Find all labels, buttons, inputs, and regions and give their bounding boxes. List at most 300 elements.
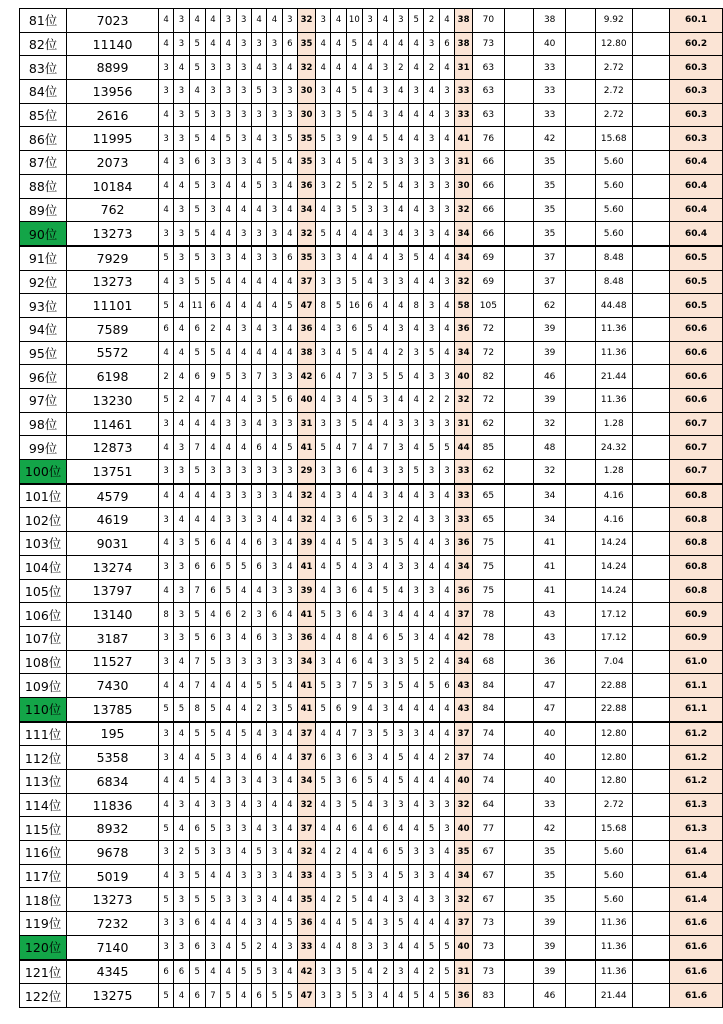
table-row <box>20 817 723 841</box>
out-hole-score: 3 <box>174 198 189 222</box>
table-row <box>20 174 723 198</box>
in-hole-score: 3 <box>424 127 439 151</box>
in-hole-score: 3 <box>378 603 393 627</box>
out-hole-score: 3 <box>267 817 282 841</box>
empty-cell <box>565 222 595 246</box>
player-id-cell: 5572 <box>67 341 159 365</box>
out-hole-score: 3 <box>158 650 173 674</box>
in-hole-score: 4 <box>362 697 377 721</box>
gross-cell: 73 <box>473 32 505 56</box>
in-hole-score: 5 <box>409 246 424 270</box>
out-hole-score: 6 <box>205 532 220 556</box>
empty-cell <box>565 722 595 746</box>
in-hole-score: 5 <box>346 912 362 936</box>
out-hole-score: 5 <box>282 127 297 151</box>
in-hole-score: 4 <box>409 32 424 56</box>
out-hole-score: 3 <box>205 80 220 104</box>
out-hole-score: 3 <box>158 722 173 746</box>
rank-cell: 91位 <box>20 246 67 270</box>
in-hole-score: 4 <box>362 912 377 936</box>
out-hole-score: 5 <box>189 722 205 746</box>
empty-cell <box>504 626 534 650</box>
out-hole-score: 3 <box>174 32 189 56</box>
in-hole-score: 5 <box>409 460 424 484</box>
handicap-cell: 43 <box>534 603 566 627</box>
out-hole-score: 3 <box>205 174 220 198</box>
out-hole-score: 4 <box>158 103 173 127</box>
in-hole-score: 3 <box>409 174 424 198</box>
in-hole-score: 3 <box>378 151 393 175</box>
rank-cell: 115位 <box>20 817 67 841</box>
in-hole-score: 4 <box>316 56 331 80</box>
in-hole-score: 4 <box>439 626 454 650</box>
out-hole-score: 4 <box>282 151 297 175</box>
in-hole-score: 4 <box>362 532 377 556</box>
table-row <box>20 198 723 222</box>
in-hole-score: 4 <box>331 650 346 674</box>
out-hole-score: 4 <box>236 626 251 650</box>
out-hole-score: 5 <box>267 984 282 1008</box>
in-hole-score: 4 <box>378 984 393 1008</box>
gross-cell: 66 <box>473 174 505 198</box>
out-hole-score: 4 <box>221 722 236 746</box>
in-hole-score: 5 <box>346 32 362 56</box>
out-hole-score: 5 <box>205 722 220 746</box>
out-hole-score: 3 <box>267 222 282 246</box>
in-hole-score: 3 <box>378 674 393 698</box>
in-hole-score: 4 <box>362 626 377 650</box>
empty-cell <box>504 603 534 627</box>
net-score-cell: 61.4 <box>670 864 723 888</box>
handicap-cell: 37 <box>534 246 566 270</box>
in-hole-score: 4 <box>393 389 408 413</box>
empty-cell <box>632 365 669 389</box>
out-hole-score: 4 <box>174 174 189 198</box>
in-hole-score: 4 <box>331 436 346 460</box>
in-hole-score: 4 <box>439 650 454 674</box>
out-hole-score: 5 <box>205 888 220 912</box>
in-hole-score: 5 <box>316 674 331 698</box>
net-score-cell: 61.6 <box>670 984 723 1008</box>
out-hole-score: 5 <box>251 174 266 198</box>
out-hole-score: 3 <box>267 317 282 341</box>
stat-cell: 11.36 <box>595 317 632 341</box>
net-score-cell: 61.3 <box>670 817 723 841</box>
in-hole-score: 4 <box>409 198 424 222</box>
table-row <box>20 270 723 294</box>
out-hole-score: 3 <box>205 935 220 959</box>
in-hole-score: 4 <box>409 674 424 698</box>
in-hole-score: 3 <box>331 389 346 413</box>
out-hole-score: 5 <box>267 389 282 413</box>
in-hole-score: 3 <box>393 436 408 460</box>
out-total-cell: 37 <box>297 746 315 770</box>
out-hole-score: 4 <box>251 579 266 603</box>
handicap-cell: 41 <box>534 579 566 603</box>
gross-cell: 75 <box>473 555 505 579</box>
out-hole-score: 3 <box>158 56 173 80</box>
in-hole-score: 4 <box>439 722 454 746</box>
out-hole-score: 4 <box>189 508 205 532</box>
in-hole-score: 5 <box>316 770 331 794</box>
out-hole-score: 4 <box>189 80 205 104</box>
out-hole-score: 4 <box>158 341 173 365</box>
empty-cell <box>504 412 534 436</box>
stat-cell: 17.12 <box>595 626 632 650</box>
out-hole-score: 4 <box>282 532 297 556</box>
out-hole-score: 3 <box>174 912 189 936</box>
empty-cell <box>632 127 669 151</box>
out-total-cell: 47 <box>297 294 315 318</box>
in-hole-score: 4 <box>331 80 346 104</box>
in-hole-score: 4 <box>439 579 454 603</box>
handicap-cell: 47 <box>534 697 566 721</box>
in-hole-score: 3 <box>409 841 424 865</box>
in-hole-score: 4 <box>439 555 454 579</box>
out-hole-score: 4 <box>205 484 220 508</box>
in-hole-score: 5 <box>316 127 331 151</box>
player-id-cell: 10184 <box>67 174 159 198</box>
out-hole-score: 3 <box>267 722 282 746</box>
in-hole-score: 8 <box>409 294 424 318</box>
out-hole-score: 3 <box>221 151 236 175</box>
in-hole-score: 2 <box>393 56 408 80</box>
stat-cell: 1.28 <box>595 412 632 436</box>
out-hole-score: 3 <box>174 9 189 33</box>
handicap-cell: 40 <box>534 32 566 56</box>
in-hole-score: 5 <box>378 722 393 746</box>
empty-cell <box>565 460 595 484</box>
empty-cell <box>632 317 669 341</box>
out-hole-score: 4 <box>174 722 189 746</box>
net-score-cell: 61.0 <box>670 650 723 674</box>
out-total-cell: 41 <box>297 436 315 460</box>
out-hole-score: 5 <box>205 341 220 365</box>
in-hole-score: 5 <box>362 508 377 532</box>
out-hole-score: 2 <box>174 841 189 865</box>
empty-cell <box>504 103 534 127</box>
in-hole-score: 4 <box>362 579 377 603</box>
in-hole-score: 6 <box>346 746 362 770</box>
table-row <box>20 222 723 246</box>
out-hole-score: 5 <box>189 103 205 127</box>
net-score-cell: 60.3 <box>670 127 723 151</box>
out-hole-score: 4 <box>221 32 236 56</box>
in-hole-score: 4 <box>393 174 408 198</box>
empty-cell <box>504 912 534 936</box>
in-hole-score: 9 <box>346 127 362 151</box>
out-hole-score: 3 <box>251 246 266 270</box>
out-hole-score: 4 <box>236 674 251 698</box>
in-total-cell: 31 <box>455 412 473 436</box>
out-hole-score: 3 <box>236 770 251 794</box>
out-hole-score: 4 <box>282 222 297 246</box>
empty-cell <box>565 317 595 341</box>
empty-cell <box>632 80 669 104</box>
in-hole-score: 3 <box>393 270 408 294</box>
net-score-cell: 60.5 <box>670 246 723 270</box>
out-hole-score: 4 <box>158 9 173 33</box>
in-hole-score: 3 <box>331 246 346 270</box>
handicap-cell: 43 <box>534 626 566 650</box>
in-hole-score: 2 <box>424 960 439 984</box>
out-total-cell: 42 <box>297 365 315 389</box>
out-total-cell: 34 <box>297 198 315 222</box>
in-hole-score: 4 <box>439 603 454 627</box>
out-hole-score: 4 <box>251 412 266 436</box>
in-hole-score: 3 <box>424 841 439 865</box>
out-hole-score: 4 <box>221 532 236 556</box>
net-score-cell: 60.4 <box>670 174 723 198</box>
in-total-cell: 34 <box>455 555 473 579</box>
in-hole-score: 3 <box>362 864 377 888</box>
out-hole-score: 4 <box>158 198 173 222</box>
in-total-cell: 34 <box>455 341 473 365</box>
empty-cell <box>632 174 669 198</box>
in-hole-score: 5 <box>362 389 377 413</box>
in-hole-score: 3 <box>424 793 439 817</box>
out-hole-score: 5 <box>189 270 205 294</box>
out-hole-score: 4 <box>282 508 297 532</box>
in-hole-score: 3 <box>393 460 408 484</box>
in-hole-score: 4 <box>393 127 408 151</box>
stat-cell: 8.48 <box>595 246 632 270</box>
out-hole-score: 5 <box>189 460 205 484</box>
in-hole-score: 4 <box>316 793 331 817</box>
in-hole-score: 2 <box>331 888 346 912</box>
handicap-cell: 35 <box>534 151 566 175</box>
in-total-cell: 34 <box>455 650 473 674</box>
out-hole-score: 5 <box>251 80 266 104</box>
out-hole-score: 4 <box>174 770 189 794</box>
out-hole-score: 4 <box>221 174 236 198</box>
out-hole-score: 4 <box>189 746 205 770</box>
out-hole-score: 3 <box>221 746 236 770</box>
rank-cell: 109位 <box>20 674 67 698</box>
out-total-cell: 32 <box>297 9 315 33</box>
handicap-cell: 39 <box>534 960 566 984</box>
out-hole-score: 4 <box>251 198 266 222</box>
in-hole-score: 3 <box>316 9 331 33</box>
in-hole-score: 2 <box>378 960 393 984</box>
out-hole-score: 5 <box>251 960 266 984</box>
out-hole-score: 4 <box>251 817 266 841</box>
out-hole-score: 3 <box>236 56 251 80</box>
stat-cell: 14.24 <box>595 579 632 603</box>
empty-cell <box>632 222 669 246</box>
out-hole-score: 8 <box>189 697 205 721</box>
out-hole-score: 7 <box>251 365 266 389</box>
stat-cell: 24.32 <box>595 436 632 460</box>
in-hole-score: 3 <box>331 793 346 817</box>
in-total-cell: 31 <box>455 56 473 80</box>
in-hole-score: 5 <box>346 341 362 365</box>
out-hole-score: 4 <box>221 389 236 413</box>
in-hole-score: 3 <box>439 198 454 222</box>
table-row <box>20 746 723 770</box>
in-hole-score: 6 <box>378 626 393 650</box>
in-total-cell: 34 <box>455 222 473 246</box>
in-hole-score: 5 <box>439 436 454 460</box>
in-hole-score: 4 <box>439 864 454 888</box>
table-row <box>20 912 723 936</box>
stat-cell: 11.36 <box>595 935 632 959</box>
net-score-cell: 60.5 <box>670 294 723 318</box>
empty-cell <box>632 697 669 721</box>
out-hole-score: 6 <box>251 436 266 460</box>
in-hole-score: 4 <box>409 746 424 770</box>
in-total-cell: 34 <box>455 246 473 270</box>
empty-cell <box>504 174 534 198</box>
stat-cell: 12.80 <box>595 32 632 56</box>
rank-cell: 93位 <box>20 294 67 318</box>
empty-cell <box>504 365 534 389</box>
in-hole-score: 5 <box>393 365 408 389</box>
out-hole-score: 3 <box>221 841 236 865</box>
net-score-cell: 61.2 <box>670 770 723 794</box>
out-hole-score: 5 <box>282 697 297 721</box>
out-hole-score: 3 <box>221 508 236 532</box>
gross-cell: 62 <box>473 460 505 484</box>
out-total-cell: 30 <box>297 103 315 127</box>
out-hole-score: 5 <box>158 984 173 1008</box>
player-id-cell: 4345 <box>67 960 159 984</box>
empty-cell <box>565 389 595 413</box>
out-hole-score: 6 <box>189 984 205 1008</box>
out-hole-score: 3 <box>236 460 251 484</box>
out-hole-score: 3 <box>267 246 282 270</box>
gross-cell: 68 <box>473 650 505 674</box>
stat-cell: 15.68 <box>595 127 632 151</box>
empty-cell <box>632 151 669 175</box>
in-hole-score: 3 <box>378 80 393 104</box>
in-hole-score: 3 <box>378 389 393 413</box>
in-hole-score: 5 <box>409 9 424 33</box>
in-hole-score: 3 <box>439 174 454 198</box>
out-total-cell: 32 <box>297 484 315 508</box>
in-hole-score: 3 <box>362 746 377 770</box>
in-hole-score: 5 <box>409 650 424 674</box>
in-hole-score: 3 <box>393 555 408 579</box>
gross-cell: 67 <box>473 864 505 888</box>
in-hole-score: 4 <box>409 56 424 80</box>
in-hole-score: 3 <box>362 722 377 746</box>
table-row <box>20 960 723 984</box>
player-id-cell: 11461 <box>67 412 159 436</box>
table-row <box>20 697 723 721</box>
out-hole-score: 3 <box>174 888 189 912</box>
in-total-cell: 42 <box>455 626 473 650</box>
stat-cell: 1.28 <box>595 460 632 484</box>
in-hole-score: 3 <box>331 198 346 222</box>
out-hole-score: 4 <box>221 697 236 721</box>
out-hole-score: 4 <box>282 674 297 698</box>
in-hole-score: 3 <box>331 317 346 341</box>
out-hole-score: 4 <box>158 436 173 460</box>
gross-cell: 74 <box>473 746 505 770</box>
out-hole-score: 4 <box>282 198 297 222</box>
in-hole-score: 3 <box>439 532 454 556</box>
gross-cell: 85 <box>473 436 505 460</box>
empty-cell <box>565 198 595 222</box>
out-hole-score: 3 <box>205 841 220 865</box>
out-total-cell: 32 <box>297 841 315 865</box>
out-hole-score: 5 <box>221 579 236 603</box>
out-hole-score: 3 <box>205 198 220 222</box>
in-hole-score: 4 <box>409 484 424 508</box>
in-hole-score: 4 <box>346 389 362 413</box>
in-hole-score: 4 <box>424 532 439 556</box>
player-id-cell: 6834 <box>67 770 159 794</box>
net-score-cell: 60.4 <box>670 222 723 246</box>
out-hole-score: 4 <box>267 294 282 318</box>
out-hole-score: 5 <box>221 555 236 579</box>
empty-cell <box>565 484 595 508</box>
out-hole-score: 3 <box>267 127 282 151</box>
in-hole-score: 3 <box>439 365 454 389</box>
empty-cell <box>565 80 595 104</box>
out-hole-score: 3 <box>158 935 173 959</box>
in-hole-score: 3 <box>393 722 408 746</box>
gross-cell: 63 <box>473 80 505 104</box>
empty-cell <box>632 722 669 746</box>
handicap-cell: 39 <box>534 341 566 365</box>
in-hole-score: 4 <box>439 841 454 865</box>
in-hole-score: 3 <box>424 294 439 318</box>
in-hole-score: 4 <box>378 317 393 341</box>
in-hole-score: 5 <box>424 935 439 959</box>
in-total-cell: 33 <box>455 80 473 104</box>
in-hole-score: 2 <box>362 174 377 198</box>
out-hole-score: 3 <box>282 9 297 33</box>
in-hole-score: 4 <box>331 365 346 389</box>
in-hole-score: 2 <box>393 341 408 365</box>
empty-cell <box>504 960 534 984</box>
gross-cell: 66 <box>473 222 505 246</box>
player-id-cell: 195 <box>67 722 159 746</box>
player-id-cell: 13797 <box>67 579 159 603</box>
rank-cell: 97位 <box>20 389 67 413</box>
out-total-cell: 39 <box>297 532 315 556</box>
gross-cell: 66 <box>473 198 505 222</box>
in-hole-score: 4 <box>409 603 424 627</box>
in-hole-score: 4 <box>439 912 454 936</box>
in-hole-score: 3 <box>409 222 424 246</box>
in-hole-score: 3 <box>378 484 393 508</box>
out-hole-score: 5 <box>205 270 220 294</box>
in-hole-score: 4 <box>409 389 424 413</box>
in-hole-score: 3 <box>439 80 454 104</box>
in-hole-score: 3 <box>362 9 377 33</box>
in-hole-score: 3 <box>439 412 454 436</box>
out-hole-score: 3 <box>221 626 236 650</box>
empty-cell <box>565 984 595 1008</box>
empty-cell <box>632 389 669 413</box>
in-hole-score: 8 <box>346 935 362 959</box>
in-hole-score: 4 <box>316 555 331 579</box>
out-hole-score: 6 <box>189 817 205 841</box>
empty-cell <box>504 294 534 318</box>
out-hole-score: 3 <box>205 246 220 270</box>
in-hole-score: 4 <box>362 817 377 841</box>
in-hole-score: 3 <box>439 817 454 841</box>
out-total-cell: 32 <box>297 793 315 817</box>
out-hole-score: 4 <box>267 270 282 294</box>
player-id-cell: 3187 <box>67 626 159 650</box>
in-hole-score: 3 <box>331 270 346 294</box>
out-hole-score: 4 <box>282 841 297 865</box>
out-hole-score: 4 <box>158 32 173 56</box>
